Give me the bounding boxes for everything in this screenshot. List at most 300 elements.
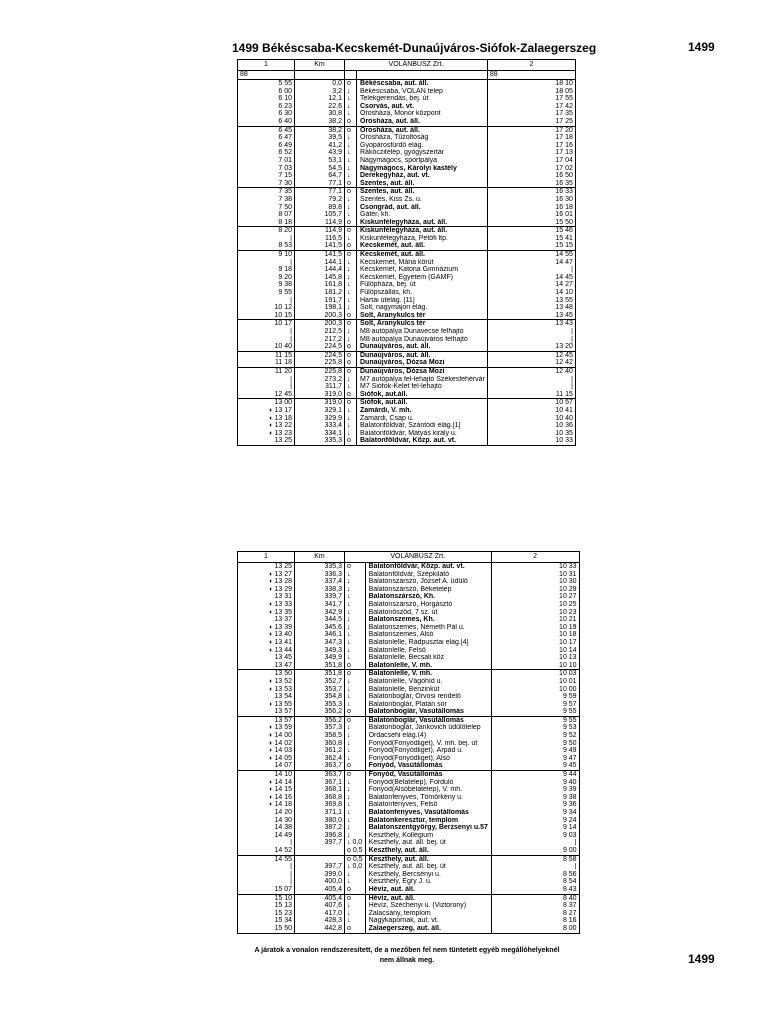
table-row <box>238 415 576 423</box>
stop-name: Balatonkeresztúr, templom <box>365 817 491 825</box>
page-title: 1499 Békéscsaba-Kecskemét-Dunaújváros-Siófok-Zalaegerszeg <box>232 41 597 55</box>
km-value: 333,4 <box>295 422 345 430</box>
stop-name: Balatonszárszó, Kh. <box>365 593 491 601</box>
table-row <box>238 204 576 212</box>
table-row <box>238 762 580 770</box>
table-row <box>238 149 576 157</box>
departure-time-dir-1: 11 20 <box>238 367 295 375</box>
departure-time-dir-2: 15 15 <box>487 242 575 250</box>
table-row <box>238 188 576 196</box>
stop-marker: o <box>345 180 357 188</box>
table-row <box>238 219 576 227</box>
table-row <box>238 708 580 716</box>
departure-time-dir-1: 15 34 <box>238 917 295 925</box>
stop-marker: ↓ <box>345 259 357 267</box>
km-value: 371,1 <box>295 809 345 817</box>
departure-time-dir-2: 9 55 <box>491 708 579 716</box>
departure-time-dir-2: 10 19 <box>491 624 579 632</box>
stop-name: Balatonszemes, Alsó <box>365 631 491 639</box>
departure-time-dir-1: | <box>238 297 295 305</box>
departure-time-dir-1: 13 54 <box>238 693 295 701</box>
departure-time-dir-1: 7 03 <box>238 165 295 173</box>
departure-time-dir-1: 8 18 <box>238 219 295 227</box>
departure-time-dir-1: 6 45 <box>238 126 295 134</box>
stop-marker: o <box>345 886 366 894</box>
stop-marker: o <box>345 925 366 933</box>
stop-name: Fonyód(Fonyódliget), Alsó <box>365 755 491 763</box>
km-value: 387,2 <box>295 824 345 832</box>
stop-marker: ↓ <box>345 794 366 802</box>
stop-name: Balatonföldvár, Szépkilátó <box>365 571 491 579</box>
departure-time-dir-2: 10 00 <box>491 686 579 694</box>
departure-time-dir-1: | <box>238 878 295 886</box>
col-header-operator: VOLÁNBUSZ Zrt. <box>345 552 492 563</box>
stop-marker: ↓ <box>345 786 366 794</box>
departure-time-dir-1: | <box>238 863 295 871</box>
stop-marker: ↓ <box>345 624 366 632</box>
table-row <box>238 779 580 787</box>
stop-name: Zalaegerszeg, aut. áll. <box>365 925 491 933</box>
departure-time-dir-2: 8 40 <box>491 894 579 902</box>
trip-code-2: 88 <box>487 71 575 80</box>
table-row <box>238 894 580 902</box>
table-row <box>238 304 576 312</box>
table-row <box>238 383 576 391</box>
stop-name: Keszthely, aut. áll. <box>365 855 491 863</box>
departure-time-dir-1: ◖ 13 29 <box>238 586 295 594</box>
km-value: 345,6 <box>295 624 345 632</box>
stop-marker: o <box>345 251 357 259</box>
table-row <box>238 343 576 351</box>
km-value: 144,4 <box>295 266 345 274</box>
table-row <box>238 180 576 188</box>
km-value: 356,2 <box>295 716 345 724</box>
departure-time-dir-2: 16 18 <box>487 204 575 212</box>
stop-name: Csorvás, aut. vt. <box>357 103 488 111</box>
table-row <box>238 289 576 297</box>
km-value: 200,3 <box>295 312 345 320</box>
km-value: 355,3 <box>295 701 345 709</box>
departure-time-dir-1: 9 10 <box>238 251 295 259</box>
departure-time-dir-1: 10 12 <box>238 304 295 312</box>
stop-name: Fülöpháza, bej. út <box>357 281 488 289</box>
stop-name: Dunaújváros, aut. áll. <box>357 351 488 359</box>
departure-time-dir-1: 9 20 <box>238 274 295 282</box>
departure-time-dir-1: ◖ 13 33 <box>238 601 295 609</box>
table-row <box>238 422 576 430</box>
stop-marker: ↓ <box>345 204 357 212</box>
stop-marker: o <box>345 662 366 670</box>
km-value: 351,8 <box>295 662 345 670</box>
departure-time-dir-2: 10 31 <box>491 571 579 579</box>
departure-time-dir-2: 10 17 <box>491 639 579 647</box>
stop-marker: ↓ <box>345 103 357 111</box>
table-row <box>238 103 576 111</box>
stop-marker: ↓ <box>345 809 366 817</box>
stop-name: Balatonlelle, Felső <box>365 647 491 655</box>
table-row <box>238 647 580 655</box>
stop-name: Balatonfenyves, Felső <box>365 801 491 809</box>
km-value: 349,3 <box>295 647 345 655</box>
km-value: 369,8 <box>295 801 345 809</box>
km-value: 41,2 <box>295 142 345 150</box>
km-value: 336,3 <box>295 571 345 579</box>
km-value: 353,7 <box>295 686 345 694</box>
km-value: 38,2 <box>295 118 345 126</box>
km-value: 347,3 <box>295 639 345 647</box>
stop-marker: ↓ <box>345 609 366 617</box>
stop-marker: ↓ 0,0 <box>345 839 366 847</box>
km-value: 141,5 <box>295 251 345 259</box>
stop-name: Hévíz, aut. áll. <box>365 894 491 902</box>
departure-time-dir-2: 9 45 <box>491 762 579 770</box>
table-row <box>238 609 580 617</box>
stop-name: Keszthely, Egry J. u. <box>365 878 491 886</box>
departure-time-dir-2: 9 03 <box>491 832 579 840</box>
table-row <box>238 839 580 847</box>
stop-name: Balatonszárszó, Béketelep <box>365 586 491 594</box>
table-row <box>238 817 580 825</box>
departure-time-dir-2: 10 10 <box>491 662 579 670</box>
table-row <box>238 80 576 88</box>
stop-name: Balatonlelle, Vágóhíd u. <box>365 678 491 686</box>
departure-time-dir-1: 7 15 <box>238 172 295 180</box>
departure-time-dir-1: 14 52 <box>238 847 295 855</box>
departure-time-dir-1: 14 30 <box>238 817 295 825</box>
stop-marker: ↓ <box>345 917 366 925</box>
table-row <box>238 359 576 367</box>
departure-time-dir-2: 9 53 <box>491 724 579 732</box>
departure-time-dir-2: 13 48 <box>487 304 575 312</box>
stop-name: M8 autópálya Dunaújváros felhajtó <box>357 336 488 344</box>
km-value: 363,7 <box>295 762 345 770</box>
stop-marker: ↓ <box>345 586 366 594</box>
departure-time-dir-1: ◖ 14 02 <box>238 740 295 748</box>
departure-time-dir-2: 13 43 <box>487 320 575 328</box>
departure-time-dir-2: 10 25 <box>491 601 579 609</box>
km-value: 161,8 <box>295 281 345 289</box>
departure-time-dir-1: | <box>238 259 295 267</box>
stop-name: Rákóczitelep, gyógyszertár <box>357 149 488 157</box>
km-value: 397,7 <box>295 863 345 871</box>
km-value: 357,3 <box>295 724 345 732</box>
stop-marker: ↓ <box>345 110 357 118</box>
departure-time-dir-1: 7 35 <box>238 188 295 196</box>
stop-name: Dunaújváros, Dózsa Mozi <box>357 367 488 375</box>
stop-name: Szentes, aut. áll. <box>357 188 488 196</box>
stop-marker: ↓ <box>345 631 366 639</box>
stop-marker: ↓ <box>345 196 357 204</box>
departure-time-dir-2: 10 33 <box>487 437 575 445</box>
stop-marker: o 0,5 <box>345 855 366 863</box>
stop-name: Siófok, aut.áll. <box>357 391 488 399</box>
departure-time-dir-1: 15 10 <box>238 894 295 902</box>
table-row <box>238 172 576 180</box>
departure-time-dir-2: 16 50 <box>487 172 575 180</box>
table-row <box>238 95 576 103</box>
col-header-trip-1: 1 <box>238 552 295 563</box>
departure-time-dir-1: 6 40 <box>238 118 295 126</box>
stop-name: Szentes, aut. áll. <box>357 180 488 188</box>
departure-time-dir-1: 8 07 <box>238 211 295 219</box>
km-value: 77,1 <box>295 188 345 196</box>
departure-time-dir-1: ◖ 13 18 <box>238 415 295 423</box>
stop-marker: ↓ <box>345 779 366 787</box>
table-row <box>238 165 576 173</box>
departure-time-dir-2: 12 40 <box>487 367 575 375</box>
departure-time-dir-1: 6 49 <box>238 142 295 150</box>
stop-name: Telekgerendás, bej. út <box>357 95 488 103</box>
table-row <box>238 740 580 748</box>
departure-time-dir-1: 13 45 <box>238 654 295 662</box>
stop-marker: ↓ <box>345 571 366 579</box>
departure-time-dir-2: 10 01 <box>491 678 579 686</box>
stop-marker: o <box>345 437 357 445</box>
departure-time-dir-1: 13 31 <box>238 593 295 601</box>
table-row <box>238 786 580 794</box>
stop-name: Balatonföldvár, Szántódi elág.[1] <box>357 422 488 430</box>
departure-time-dir-1: 6 30 <box>238 110 295 118</box>
stop-name: Keszthely, aut. áll. <box>365 847 491 855</box>
km-value: 64,7 <box>295 172 345 180</box>
table-row <box>238 616 580 624</box>
departure-time-dir-1: 14 10 <box>238 771 295 779</box>
stop-marker: ↓ <box>345 616 366 624</box>
table-row <box>238 878 580 886</box>
km-value: 400,0 <box>295 878 345 886</box>
stop-marker: o <box>345 188 357 196</box>
table-row <box>238 437 576 445</box>
col-header-trip-2: 2 <box>487 60 575 71</box>
departure-time-dir-2: 17 42 <box>487 103 575 111</box>
stop-name: Orosháza, aut. áll. <box>357 126 488 134</box>
stop-name: Fonyód(Bélatelep), Forduló <box>365 779 491 787</box>
stop-name: Solt, nagymajori elág. <box>357 304 488 312</box>
stop-name: Fonyód(Fonyódliget), V. mh. bej. út <box>365 740 491 748</box>
stop-marker: ↓ <box>345 724 366 732</box>
table-row <box>238 662 580 670</box>
stop-name: Orosháza, aut. áll. <box>357 118 488 126</box>
stop-name: Balatonboglár, Platán sor <box>365 701 491 709</box>
km-value: 30,8 <box>295 110 345 118</box>
stop-name: Balatonboglár, Orvosi rendelő <box>365 693 491 701</box>
stop-marker: ↓ <box>345 817 366 825</box>
km-value: 358,5 <box>295 732 345 740</box>
stop-marker: o <box>345 367 357 375</box>
table-row <box>238 586 580 594</box>
stop-name: Balatonlelle, Benzinkút <box>365 686 491 694</box>
stop-name: Kecskemét, aut. áll. <box>357 242 488 250</box>
departure-time-dir-1: | <box>238 839 295 847</box>
stop-name: Balatonlelle, Becsali köz <box>365 654 491 662</box>
stop-name: Fonyód, Vasútállomás <box>365 762 491 770</box>
departure-time-dir-1: 14 49 <box>238 832 295 840</box>
stop-name: Balatonfenyves, Tömörkény u. <box>365 794 491 802</box>
departure-time-dir-2: 12 42 <box>487 359 575 367</box>
stop-name: Balatonőszöd, 7 sz. út <box>365 609 491 617</box>
km-value: 225,8 <box>295 367 345 375</box>
stop-name: Kecskemét, Egyetem (GAMF) <box>357 274 488 282</box>
departure-time-dir-2: 16 01 <box>487 211 575 219</box>
stop-name: Solt, Aranykulcs tér <box>357 320 488 328</box>
km-value: 212,5 <box>295 328 345 336</box>
departure-time-dir-1: 11 15 <box>238 351 295 359</box>
stop-marker: o <box>345 312 357 320</box>
timetable-part-2 <box>237 551 580 934</box>
table-row <box>238 701 580 709</box>
km-value: 319,0 <box>295 399 345 407</box>
km-value: 12,1 <box>295 95 345 103</box>
departure-time-dir-1: ◖ 14 05 <box>238 755 295 763</box>
departure-time-dir-2: 10 33 <box>491 563 579 571</box>
departure-time-dir-1: 6 10 <box>238 95 295 103</box>
table-row <box>238 824 580 832</box>
stop-marker: o <box>345 351 357 359</box>
departure-time-dir-1: ◖ 13 40 <box>238 631 295 639</box>
table-row <box>238 399 576 407</box>
departure-time-dir-2: 10 13 <box>491 654 579 662</box>
km-value: 3,2 <box>295 88 345 96</box>
departure-time-dir-2: 10 29 <box>491 586 579 594</box>
km-value: 397,7 <box>295 839 345 847</box>
table-row <box>238 563 580 571</box>
table-row <box>238 430 576 438</box>
departure-time-dir-2: 17 02 <box>487 165 575 173</box>
departure-time-dir-2: 8 27 <box>491 910 579 918</box>
table-row <box>238 351 576 359</box>
departure-time-dir-1: | <box>238 376 295 384</box>
departure-time-dir-1: ◖ 14 03 <box>238 747 295 755</box>
stop-marker: ↓ <box>345 235 357 243</box>
stop-marker: ↓ <box>345 304 357 312</box>
stop-name: Balatonszárszó, József A. üdülő <box>365 578 491 586</box>
departure-time-dir-2: 18 05 <box>487 88 575 96</box>
stop-marker: ↓ <box>345 383 357 391</box>
stop-name: Kecskemét, Mária körút <box>357 259 488 267</box>
stop-marker: ↓ <box>345 297 357 305</box>
departure-time-dir-1: 7 50 <box>238 204 295 212</box>
departure-time-dir-2: 14 45 <box>487 274 575 282</box>
table-row <box>238 771 580 779</box>
timetable-part-1 <box>237 59 576 446</box>
table-row <box>238 281 576 289</box>
departure-time-dir-2: 17 25 <box>487 118 575 126</box>
stop-name: M7 Siófok-Kelet fel-lehajtó <box>357 383 488 391</box>
km-value: 39,5 <box>295 134 345 142</box>
km-value: 0,0 <box>295 80 345 88</box>
departure-time-dir-2: 10 35 <box>487 430 575 438</box>
stop-name: Balatonboglár, Vasútállomás <box>365 708 491 716</box>
departure-time-dir-1: 10 15 <box>238 312 295 320</box>
table-row <box>238 157 576 165</box>
departure-time-dir-1: 13 37 <box>238 616 295 624</box>
table-row <box>238 902 580 910</box>
km-value: 181,2 <box>295 289 345 297</box>
stop-marker: o <box>345 894 366 902</box>
departure-time-dir-1: ◖ 13 22 <box>238 422 295 430</box>
departure-time-dir-2: 8 43 <box>491 886 579 894</box>
departure-time-dir-1: 6 47 <box>238 134 295 142</box>
km-value <box>295 847 345 855</box>
departure-time-dir-1: 10 40 <box>238 343 295 351</box>
stop-marker: o <box>345 670 366 678</box>
departure-time-dir-2: 14 55 <box>487 251 575 259</box>
departure-time-dir-2: 10 57 <box>487 399 575 407</box>
km-value <box>295 855 345 863</box>
table-row <box>238 747 580 755</box>
stop-marker: o <box>345 399 357 407</box>
stop-name: Zamárdi, Csap u. <box>357 415 488 423</box>
departure-time-dir-2: 8 00 <box>491 925 579 933</box>
departure-time-dir-2: 18 10 <box>487 80 575 88</box>
departure-time-dir-2: 13 55 <box>487 297 575 305</box>
stop-marker: ↓ <box>345 701 366 709</box>
stop-marker: ↓ <box>345 376 357 384</box>
table-row <box>238 794 580 802</box>
table-row <box>238 196 576 204</box>
table-row <box>238 251 576 259</box>
stop-name: Balatonboglár, Jankovich üdülőtelep <box>365 724 491 732</box>
stop-marker: ↓ <box>345 910 366 918</box>
stop-marker: o <box>345 708 366 716</box>
departure-time-dir-2: 17 20 <box>487 126 575 134</box>
km-value: 114,9 <box>295 219 345 227</box>
departure-time-dir-2: | <box>487 336 575 344</box>
km-value: 351,8 <box>295 670 345 678</box>
stop-marker: ↓ <box>345 601 366 609</box>
km-value: 77,1 <box>295 180 345 188</box>
km-value: 417,0 <box>295 910 345 918</box>
departure-time-dir-2: | <box>491 863 579 871</box>
departure-time-dir-2: 10 36 <box>487 422 575 430</box>
stop-marker: ↓ <box>345 430 357 438</box>
departure-time-dir-1: ◖ 13 27 <box>238 571 295 579</box>
stop-marker: o <box>345 343 357 351</box>
table-row <box>238 639 580 647</box>
km-value: 368,1 <box>295 786 345 794</box>
stop-name: Solt, Aranykulcs tér <box>357 312 488 320</box>
stop-name: Zamárdi, V. mh. <box>357 407 488 415</box>
stop-marker: ↓ <box>345 157 357 165</box>
stop-marker: ↓ <box>345 678 366 686</box>
stop-name: Balatonlelle, V. mh. <box>365 670 491 678</box>
table-row <box>238 235 576 243</box>
table-row <box>238 601 580 609</box>
stop-name: Kecskemét, Katona Gimnázium <box>357 266 488 274</box>
stop-marker: ↓ <box>345 647 366 655</box>
km-value: 405,4 <box>295 886 345 894</box>
departure-time-dir-2: 17 18 <box>487 134 575 142</box>
stop-name: Keszthely, Kollégium <box>365 832 491 840</box>
stop-name: Zalacsány, templom <box>365 910 491 918</box>
stop-name: Nagymágocs, Károlyi kastély <box>357 165 488 173</box>
footnote <box>237 946 577 966</box>
stop-marker: ↓ <box>345 142 357 150</box>
stop-name: Keszthely, aut. áll. bej. út <box>365 839 491 847</box>
departure-time-dir-2: 10 40 <box>487 415 575 423</box>
km-value: 362,4 <box>295 755 345 763</box>
stop-name: Balatonföldvár, Mátyás király u. <box>357 430 488 438</box>
stop-name: Fülöpszállás, kh. <box>357 289 488 297</box>
table-row <box>238 678 580 686</box>
stop-name: Békéscsaba, VOLÁN telep <box>357 88 488 96</box>
table-row <box>238 917 580 925</box>
departure-time-dir-1: ◖ 13 41 <box>238 639 295 647</box>
departure-time-dir-2: 9 47 <box>491 755 579 763</box>
departure-time-dir-2: 17 55 <box>487 95 575 103</box>
stop-name: Gyopárosfürdő elág. <box>357 142 488 150</box>
departure-time-dir-2: 14 27 <box>487 281 575 289</box>
